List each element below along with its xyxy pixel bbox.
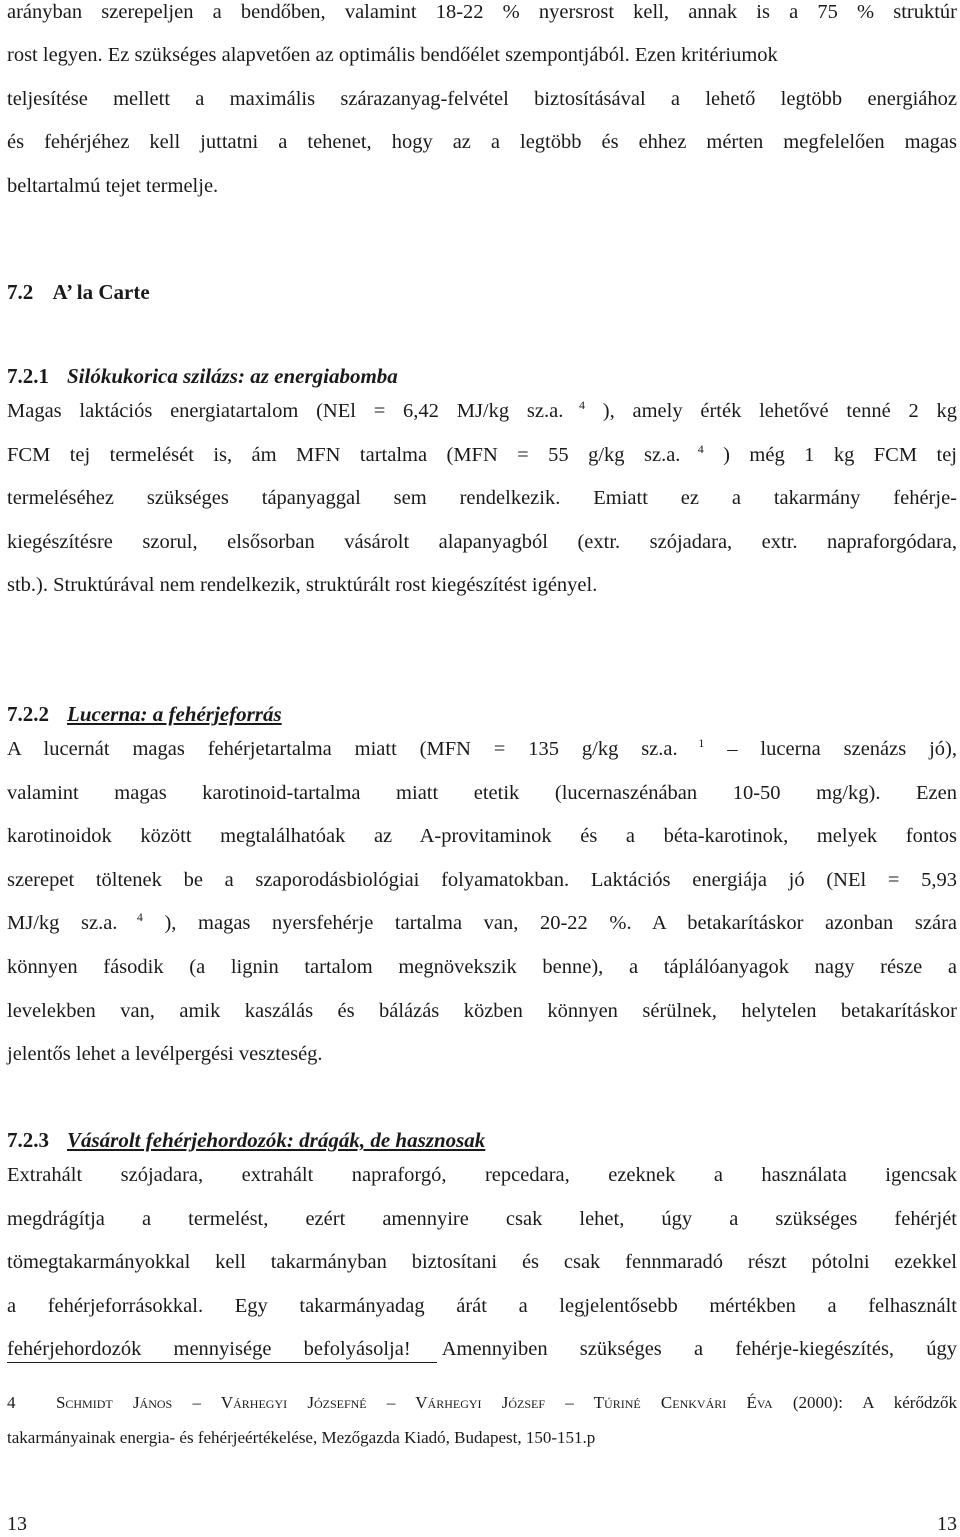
subsection-paragraph [7, 1154, 957, 1372]
section-title: A’ la Carte [52, 280, 150, 304]
text-line: arányban szerepeljen a bendőben, valamint 18-22 % nyersrost kell, annak is a 75 % struktúr [7, 1, 957, 23]
intro-paragraph [7, 0, 957, 208]
text-line: FCM tej termelését is, ám MFN tartalma (MFN = 55 g/kg sz.a. $^4$ ) még 1 kg FCM tej [7, 441, 957, 466]
text-line: jelentős lehet a levélpergési veszteség. [7, 1043, 323, 1066]
subsection-heading [7, 364, 398, 389]
text-line: tömegtakarmányokkal kell takarmányban biztosítani és csak fennmaradó részt pótolni ezekkel [7, 1251, 957, 1274]
text-line: kiegészítésre szorul, elsősorban vásárolt alapanyagból (extr. szójadara, extr. napraforgódara, [7, 530, 957, 553]
text-line: Magas laktációs energiatartalom (NEl = 6,42 MJ/kg sz.a. $^4$ ), amely érték lehetővé tenné 2 kg [7, 398, 958, 422]
footnote-line: takarmányainak energia- és fehérjeértékelése, Mezőgazda Kiadó, Budapest, 150-151.p [7, 1428, 596, 1447]
subsection-number: 7.2.2 [7, 702, 49, 726]
text-line: MJ/kg sz.a. $^4$ ), magas nyersfehérje tartalma van, 20-22 %. A betakarításkor azonban szára [7, 910, 957, 935]
text-line: Extrahált szójadara, extrahált napraforgó, repcedara, ezeknek a használata igencsak [7, 1164, 957, 1186]
subsection-title: Vásárolt fehérjehordozók: drágák, de hasznosak [67, 1128, 486, 1152]
subsection-heading [7, 702, 282, 727]
text-line: rost legyen. Ez szükséges alapvetően az optimális bendőélet szempontjából. Ezen kritériumok [7, 44, 778, 67]
text-line: termeléséhez szükséges tápanyaggal sem rendelkezik. Emiatt ez a takarmány fehérje- [7, 487, 957, 510]
page-number-right: 13 [937, 1513, 957, 1535]
page-number-left: 13 [7, 1513, 27, 1535]
text-line: beltartalmú tejet termelje. [7, 174, 219, 197]
text-line: szerepet töltenek be a szaporodásbiológiai folyamatokban. Laktációs energiája jó (NEl = 5,93 [7, 868, 957, 891]
text-line: levelekben van, amik kaszálás és bálázás közben könnyen sérülnek, helytelen betakarításkor [7, 999, 957, 1022]
subsection-number: 7.2.3 [7, 1128, 49, 1152]
footnote-line: 4 Schmidt János – Várhegyi Józsefné – Várhegyi József – Túriné Cenkvári Éva (2000): A kérődzők [7, 1393, 958, 1412]
text-line: fehérjehordozók mennyisége befolyásolja! Amennyiben szükséges a fehérje-kiegészítés, úgy [7, 1338, 957, 1361]
text-line: és fehérjéhez kell juttatni a tehenet, hogy az a legtöbb és ehhez mérten megfelelően magas [7, 131, 957, 154]
text-line: megdrágítja a termelést, ezért amennyire csak lehet, úgy a szükséges fehérjét [7, 1207, 957, 1230]
section-heading [7, 280, 150, 305]
subsection-paragraph [7, 728, 957, 1077]
text-line: A lucernát magas fehérjetartalma miatt (MFN = 135 g/kg sz.a. $^1$ – lucerna szenázs jó), [7, 736, 958, 760]
subsection-heading [7, 1128, 485, 1153]
section-number: 7.2 [7, 280, 34, 304]
text-line: a fehérjeforrásokkal. Egy takarmányadag árát a legjelentősebb mértékben a felhasznált [7, 1294, 957, 1317]
subsection-paragraph [7, 390, 957, 608]
footnote [7, 1385, 957, 1455]
text-line: karotinoidok között megtalálhatóak az A-provitaminok és a béta-karotinok, melyek fontos [7, 825, 957, 848]
footnote-separator [7, 1362, 437, 1363]
subsection-title: Lucerna: a fehérjeforrás [67, 702, 282, 726]
text-line: könnyen fásodik (a lignin tartalom megnövekszik benne), a táplálóanyagok nagy része a [7, 955, 957, 978]
text-line: stb.). Struktúrával nem rendelkezik, struktúrált rost kiegészítést igényel. [7, 574, 598, 597]
text-line: teljesítése mellett a maximális szárazanyag-felvétel biztosításával a lehető legtöbb energiához [7, 87, 957, 110]
subsection-title: Silókukorica szilázs: az energiabomba [67, 364, 398, 388]
subsection-number: 7.2.1 [7, 364, 49, 388]
text-line: valamint magas karotinoid-tartalma miatt etetik (lucernaszénában 10-50 mg/kg). Ezen [7, 781, 957, 804]
